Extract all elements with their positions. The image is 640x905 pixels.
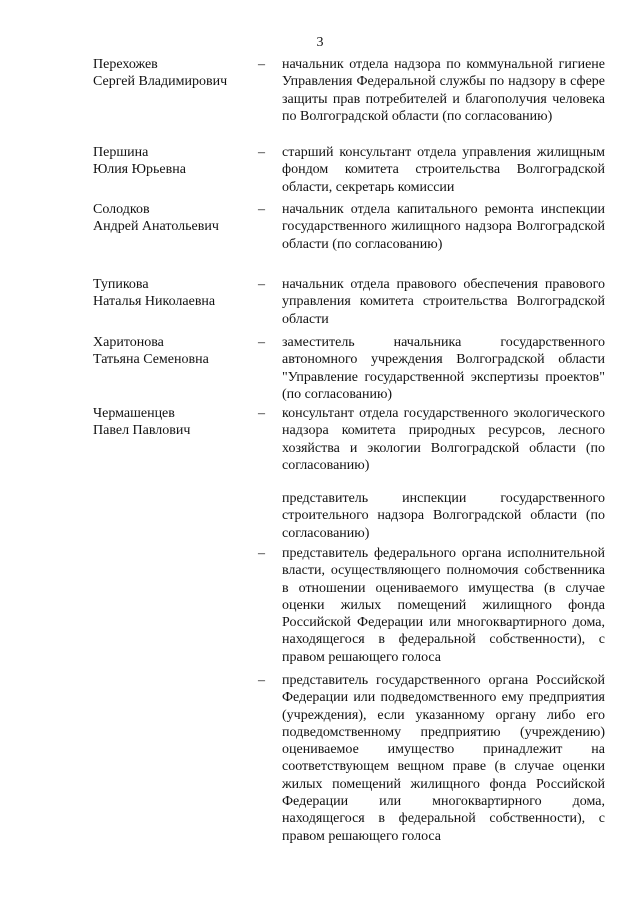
member-surname: Чермашенцев <box>93 406 175 421</box>
member-given-name: Андрей Анатольевич <box>93 219 219 234</box>
dash-separator: – <box>258 277 265 292</box>
member-position: начальник отдела капитального ремонта инспекции государственного жилищного надзора Волгоградской области (по согласованию) <box>282 202 605 252</box>
dash-separator: – <box>258 57 265 72</box>
member-surname: Першина <box>93 145 149 160</box>
member-position: старший консультант отдела управления жилищным фондом комитета строительства Волгоградской области, секретарь комиссии <box>282 145 605 195</box>
representative-description: представитель федерального органа исполнительной власти, осуществляющего полномочия собственника в отношении оцениваемого имущества (в случае оценки жилых помещений жилищного фонда Российской Федерации или многоквартирного дома, находящегося в федеральной собственности), с правом решающего голоса <box>282 546 605 665</box>
member-name <box>93 144 258 178</box>
member-given-name: Сергей Владимирович <box>93 74 228 89</box>
dash-separator: – <box>258 145 265 160</box>
member-name <box>93 334 258 368</box>
member-surname: Харитонова <box>93 335 164 350</box>
member-name <box>93 405 258 439</box>
page-number: 3 <box>316 35 324 50</box>
member-position: начальник отдела надзора по коммунальной гигиене Управления Федеральной службы по надзору в сфере защиты прав потребителей и благополучия человека по Волгоградской области (по согласованию) <box>282 57 605 124</box>
member-given-name: Павел Павлович <box>93 423 191 438</box>
member-given-name: Юлия Юрьевна <box>93 162 186 177</box>
dash-separator: – <box>258 406 265 421</box>
member-position: начальник отдела правового обеспечения правового управления комитета строительства Волгоградской области <box>282 277 605 327</box>
member-surname: Тупикова <box>93 277 149 292</box>
member-surname: Солодков <box>93 202 150 217</box>
dash-separator: – <box>258 335 265 350</box>
member-name <box>93 56 258 90</box>
member-given-name: Наталья Николаевна <box>93 294 216 309</box>
member-name <box>93 276 258 310</box>
dash-separator: – <box>258 673 265 688</box>
dash-separator: – <box>258 546 265 561</box>
member-given-name: Татьяна Семеновна <box>93 352 209 367</box>
member-surname: Перехожев <box>93 57 158 72</box>
representative-description: представитель государственного органа Российской Федерации или подведомственного ему предприятия (учреждения), если указанному органу либо его подведомственному предприятию (учреждению) оцениваемое имущество принадлежит на соответствующем вещном праве (в случае оценки жилых помещений жилищного фонда Российской Федерации или многоквартирного дома, находящегося в федеральной собственности), с правом решающего голоса <box>282 673 605 844</box>
member-position: консультант отдела государственного экологического надзора комитета природных ресурсов, лесного хозяйства и экологии Волгоградской области (по согласованию) <box>282 406 605 473</box>
dash-separator: – <box>258 202 265 217</box>
member-position: заместитель начальника государственного автономного учреждения Волгоградской области "Управление государственной экспертизы проектов" (по согласованию) <box>282 335 605 402</box>
member-name <box>93 201 258 235</box>
representative-description: представитель инспекции государственного строительного надзора Волгоградской области (по согласованию) <box>282 491 605 541</box>
